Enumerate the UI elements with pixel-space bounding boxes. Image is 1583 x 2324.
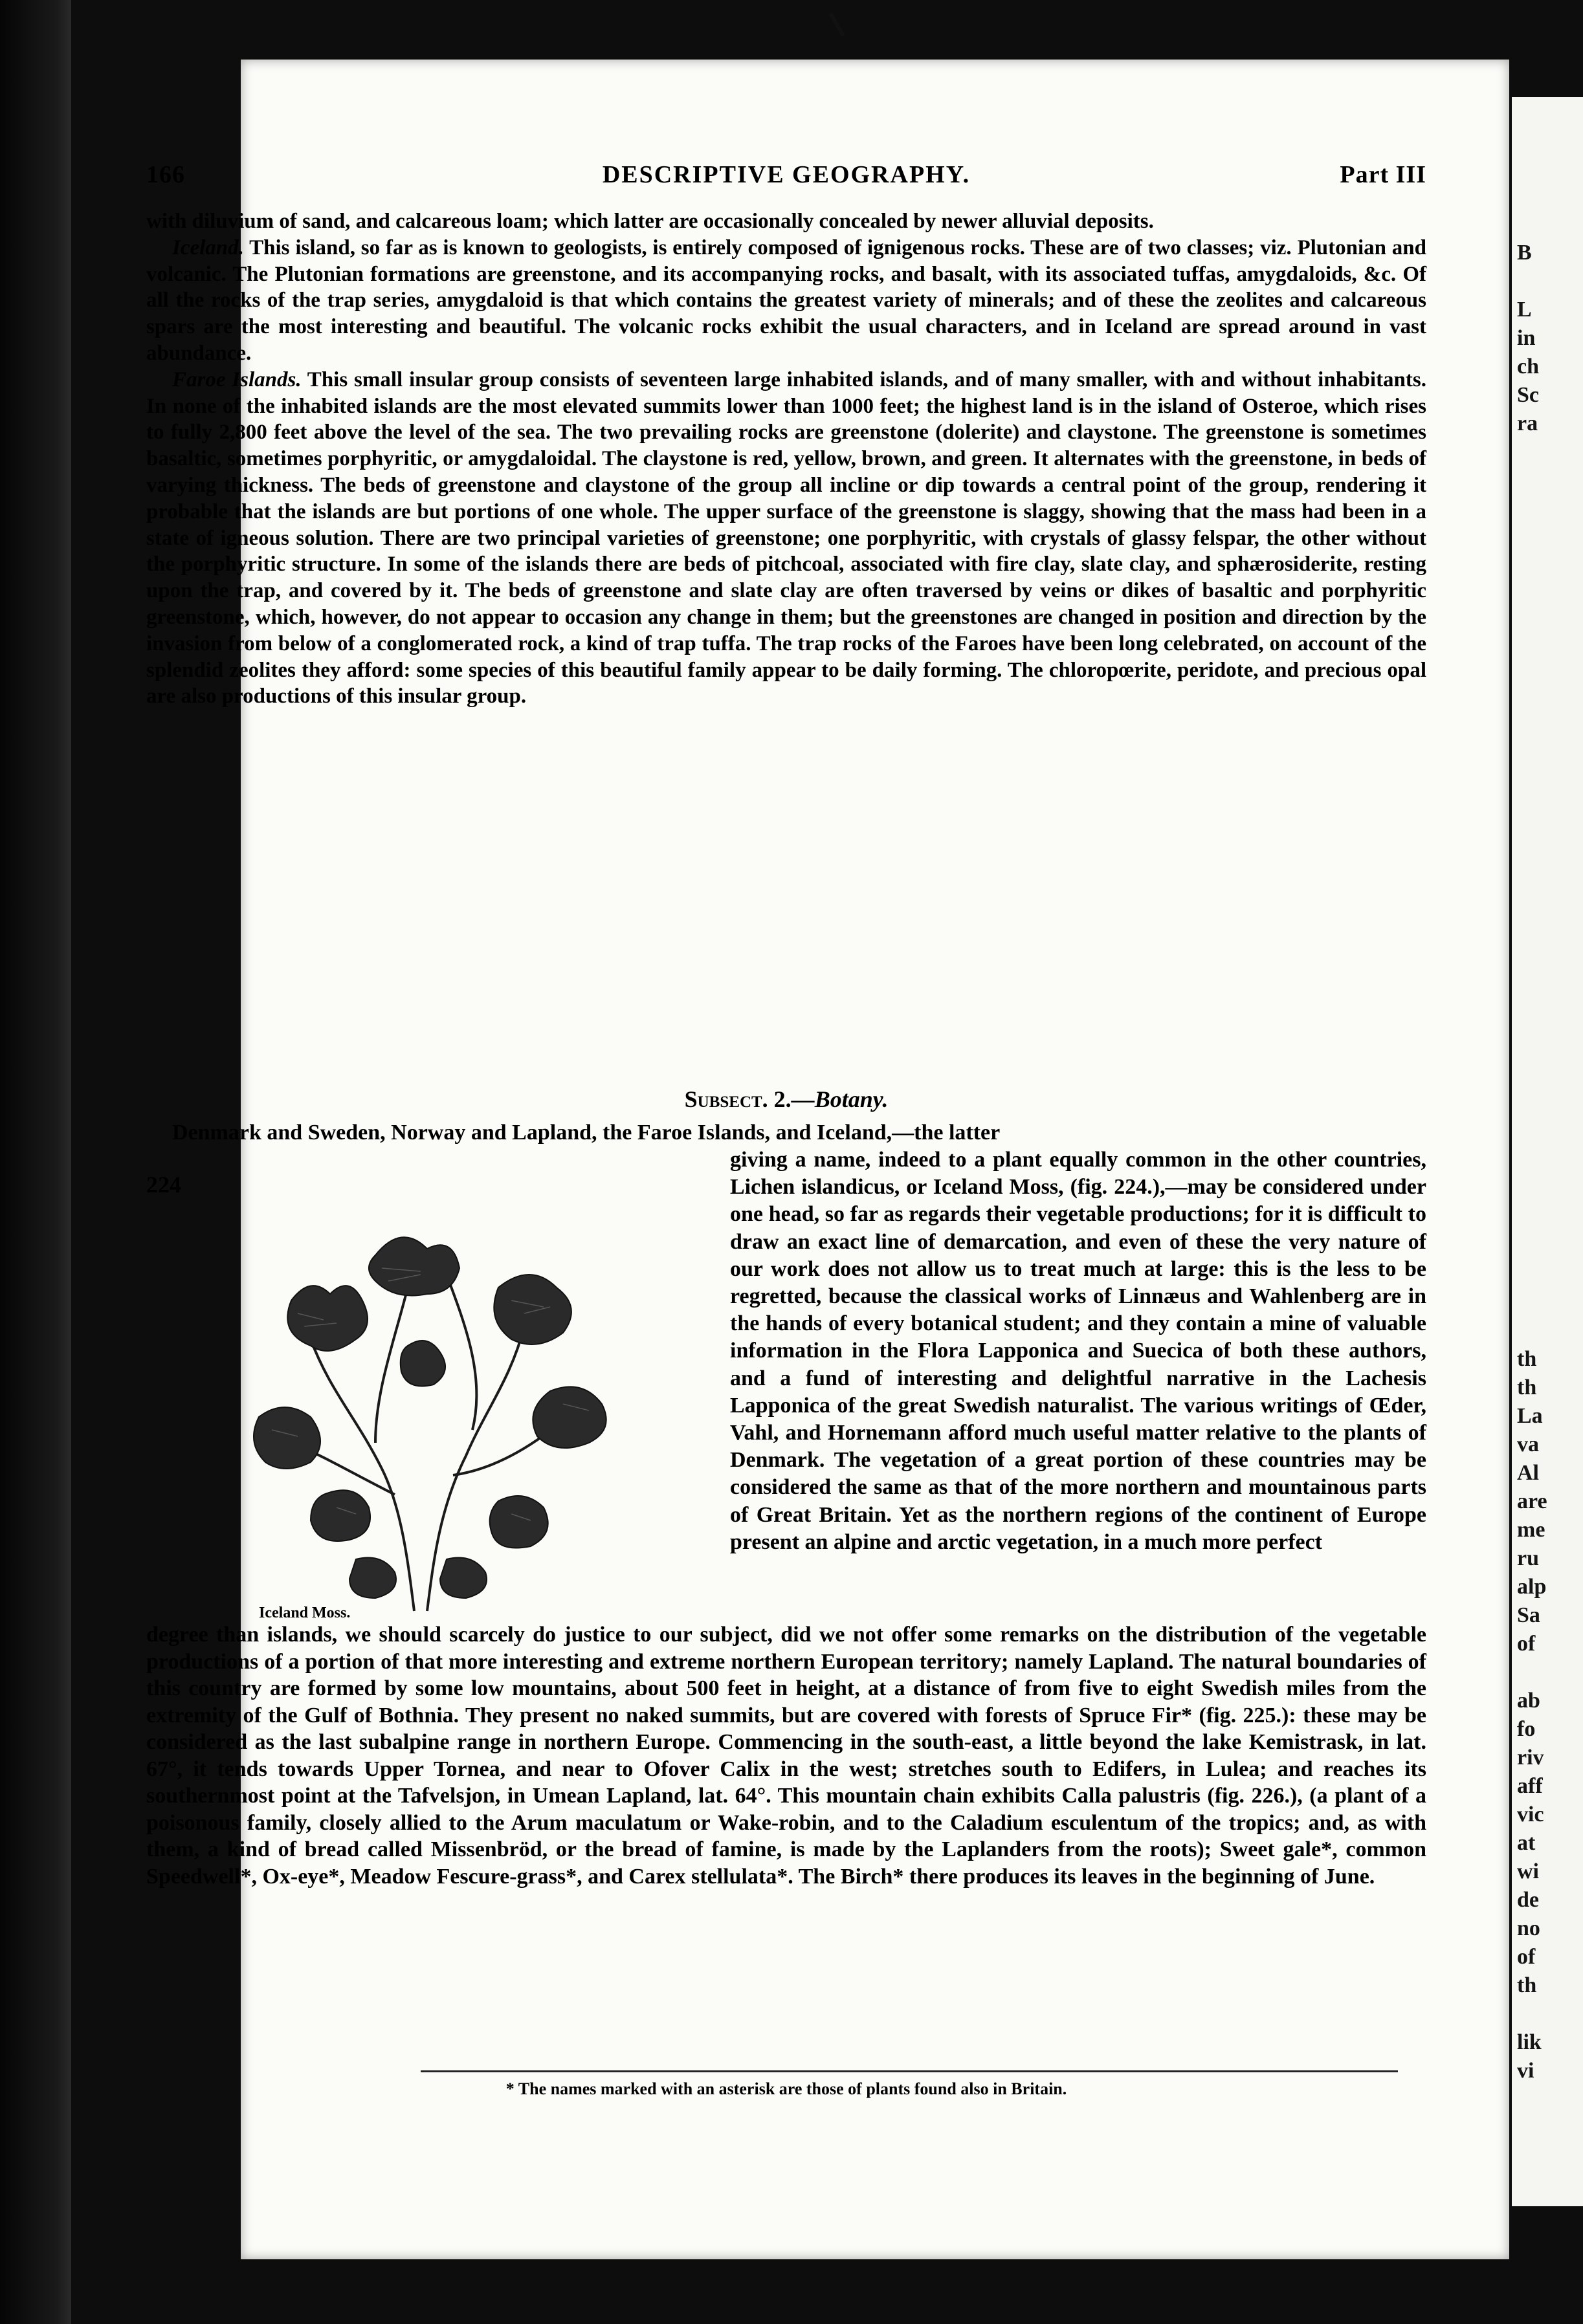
facing-page-fragment: Al <box>1517 1461 1539 1485</box>
subsection-title: —Botany. <box>791 1086 889 1112</box>
facing-page-fragment: alp <box>1517 1575 1547 1599</box>
scan-speck <box>828 12 845 37</box>
paragraph-lead: Iceland. <box>172 236 244 259</box>
facing-page-fragment: La <box>1517 1404 1543 1428</box>
facing-page-fragment: aff <box>1517 1774 1543 1798</box>
facing-page-fragment: L <box>1517 298 1532 322</box>
facing-page-fragment: vic <box>1517 1803 1544 1826</box>
facing-page-fragment: in <box>1517 326 1536 350</box>
figure-caption: Iceland Moss. <box>259 1605 351 1621</box>
facing-page-edge <box>1512 97 1583 2206</box>
paragraph-iceland <box>146 235 1426 367</box>
paragraph-continuation: with diluvium of sand, and calcareous loam; which latter are occasionally concealed by newer alluvial deposits. <box>146 210 1154 233</box>
facing-page-fragment: fo <box>1517 1717 1536 1741</box>
facing-page-fragment: lik <box>1517 2030 1542 2054</box>
facing-page-fragment: wi <box>1517 1859 1539 1883</box>
scanner-edge-left <box>0 0 71 2324</box>
paragraph-faroe <box>146 367 1426 710</box>
facing-page-fragment: vi <box>1517 2059 1534 2083</box>
facing-page-fragment: riv <box>1517 1746 1544 1770</box>
facing-page-fragment: Sc <box>1517 383 1539 407</box>
facing-page-fragment: ru <box>1517 1546 1539 1570</box>
subsection-label: Subsect. 2. <box>684 1086 792 1112</box>
footnote: * The names marked with an asterisk are those of plants found also in Britain. <box>505 2079 1067 2098</box>
facing-page-fragment: ra <box>1517 411 1538 435</box>
facing-page-fragment: th <box>1517 1973 1537 1997</box>
facing-page-fragment: at <box>1517 1831 1536 1855</box>
facing-page-fragment: Sa <box>1517 1603 1540 1627</box>
facing-page-fragment: of <box>1517 1632 1536 1656</box>
facing-page-fragment: B <box>1517 241 1532 265</box>
facing-page-fragment: ab <box>1517 1689 1540 1713</box>
facing-page-fragment: are <box>1517 1489 1547 1513</box>
part-label: Part III <box>1340 161 1426 188</box>
iceland-moss-illustration <box>162 1197 699 1617</box>
facing-page-fragment: va <box>1517 1432 1539 1456</box>
figure-number: 224 <box>146 1172 181 1198</box>
paragraph-body: This small insular group consists of seventeen large inhabited islands, and of many smaller, with and without inhabitants. In none of the inhabited islands are the most elevated summits lower than 1000 feet; the highest land is in the island of Osteroe, which rises to fully 2,800 feet above the level of the sea. The two prevailing rocks are greenstone (dolerite) and claystone. The greenstone is sometimes basaltic, sometimes porphyritic, or amygdaloidal. The claystone is red, yellow, brown, and green. It alternates with the greenstone, in beds of varying thickness. The beds of greenstone and claystone of the group all incline or dip towards a central point of the group, rendering it probable that the islands are but portions of one whole. The upper surface of the greenstone is slaggy, showing that the mass had been in a state of igneous solution. There are two principal varieties of greenstone; one porphyritic, with crystals of glassy felspar, the other without the porphyritic structure. In some of the islands there are beds of pitchcoal, associated with fire clay, slate clay, and sphærosiderite, resting upon the trap, and covered by it. The beds of greenstone and slate clay are often traversed by veins or dikes of basaltic and porphyritic greenstone, which, however, do not appear to occasion any change in them; but the greenstones are changed in position and direction by the invasion from below of a conglomerated rock, a kind of trap tuffa. The trap rocks of the Faroes have been long celebrated, on account of the splendid zeolites they afford: some species of this beautiful family appear to be daily forming. The chloropœrite, peridote, and precious opal are also productions of this insular group. <box>146 367 1426 708</box>
geology-text <box>146 208 1426 710</box>
botany-lead-line: Denmark and Sweden, Norway and Lapland, the Faroe Islands, and Iceland,—the latter <box>172 1121 1001 1145</box>
facing-page-fragment: th <box>1517 1347 1537 1371</box>
paragraph-lead: Faroe Islands. <box>172 367 302 391</box>
botany-wrapped-text: giving a name, indeed to a plant equally common in the other countries, Lichen islandicus, or Iceland Moss, (fig. 224.),—may be considered under one head, so far as regards their vegetable productions; for it is difficult to draw an exact line of demarcation, and even of these the very nature of our work does not allow us to treat much at large: this is the less to be regretted, because the classical works of Linnæus and Wahlenberg are in the hands of every botanical student; and they contain a mine of valuable information in the Flora Lapponica and Suecica of both these authors, and a fund of interesting and delightful narrative in the Lachesis Lapponica of the great Swedish naturalist. The various writings of Œder, Vahl, and Hornemann afford much useful matter relative to the plants of Denmark. The vegetation of a great portion of these countries may be considered the same as that of the more northern and mountainous parts of Great Britain. Yet as the northern regions of the continent of Europe present an alpine and arctic vegetation, in a much more perfect <box>730 1148 1426 1554</box>
facing-page-fragment: of <box>1517 1945 1536 1969</box>
paragraph-body: This island, so far as is known to geologists, is entirely composed of ignigenous rocks. These are of two classes; viz. Plutonian and volcanic. The Plutonian formations are greenstone, and its accompanying rocks, and basalt, with its associated tuffas, amygdaloids, &c. Of all the rocks of the trap series, amygdaloid is that which contains the greatest variety of minerals; and of these the zeolites and calcareous spars are the most interesting and beautiful. The volcanic rocks exhibit the usual characters, and in Iceland are spread around in vast abundance. <box>146 236 1426 365</box>
section-heading <box>146 1086 1426 1113</box>
footnote-rule <box>421 2070 1398 2072</box>
facing-page-fragment: no <box>1517 1916 1540 1940</box>
page-number: 166 <box>146 161 185 188</box>
facing-page-fragment: ch <box>1517 355 1539 378</box>
facing-page-fragment: me <box>1517 1518 1545 1542</box>
facing-page-fragment: de <box>1517 1888 1539 1912</box>
running-title: DESCRIPTIVE GEOGRAPHY. <box>602 161 971 188</box>
botany-continued-text: degree than islands, we should scarcely do justice to our subject, did we not offer some remarks on the distribution of the vegetable productions of a portion of that more interesting and extreme northern European territory; namely Lapland. The natural boundaries of this country are formed by some low mountains, about 500 feet in height, at a distance of from five to eight Swedish miles from the extremity of the Gulf of Bothnia. They present no naked summits, but are covered with forests of Spruce Fir* (fig. 225.): these may be considered as the last subalpine range in northern Europe. Commencing in the south-east, a little beyond the lake Kemistrask, in lat. 67°, it tends towards Upper Tornea, and near to Ofover Calix in the west; stretches south to Edifers, in Lulea; and reaches its southernmost point at the Tafvelsjon, in Umean Lapland, lat. 64°. This mountain chain exhibits Calla palustris (fig. 226.), (a plant of a poisonous family, closely allied to the Arum maculatum or Wake-robin, and to the Caladium esculentum of the tropics; and, as with them, a kind of bread called Missenbröd, or the bread of famine, is made by the Laplanders from the roots); Sweet gale*, common Speedwell*, Ox-eye*, Meadow Fescure-grass*, and Carex stellulata*. The Birch* there produces its leaves in the beginning of June. <box>146 1623 1426 1889</box>
facing-page-fragment: th <box>1517 1376 1537 1399</box>
